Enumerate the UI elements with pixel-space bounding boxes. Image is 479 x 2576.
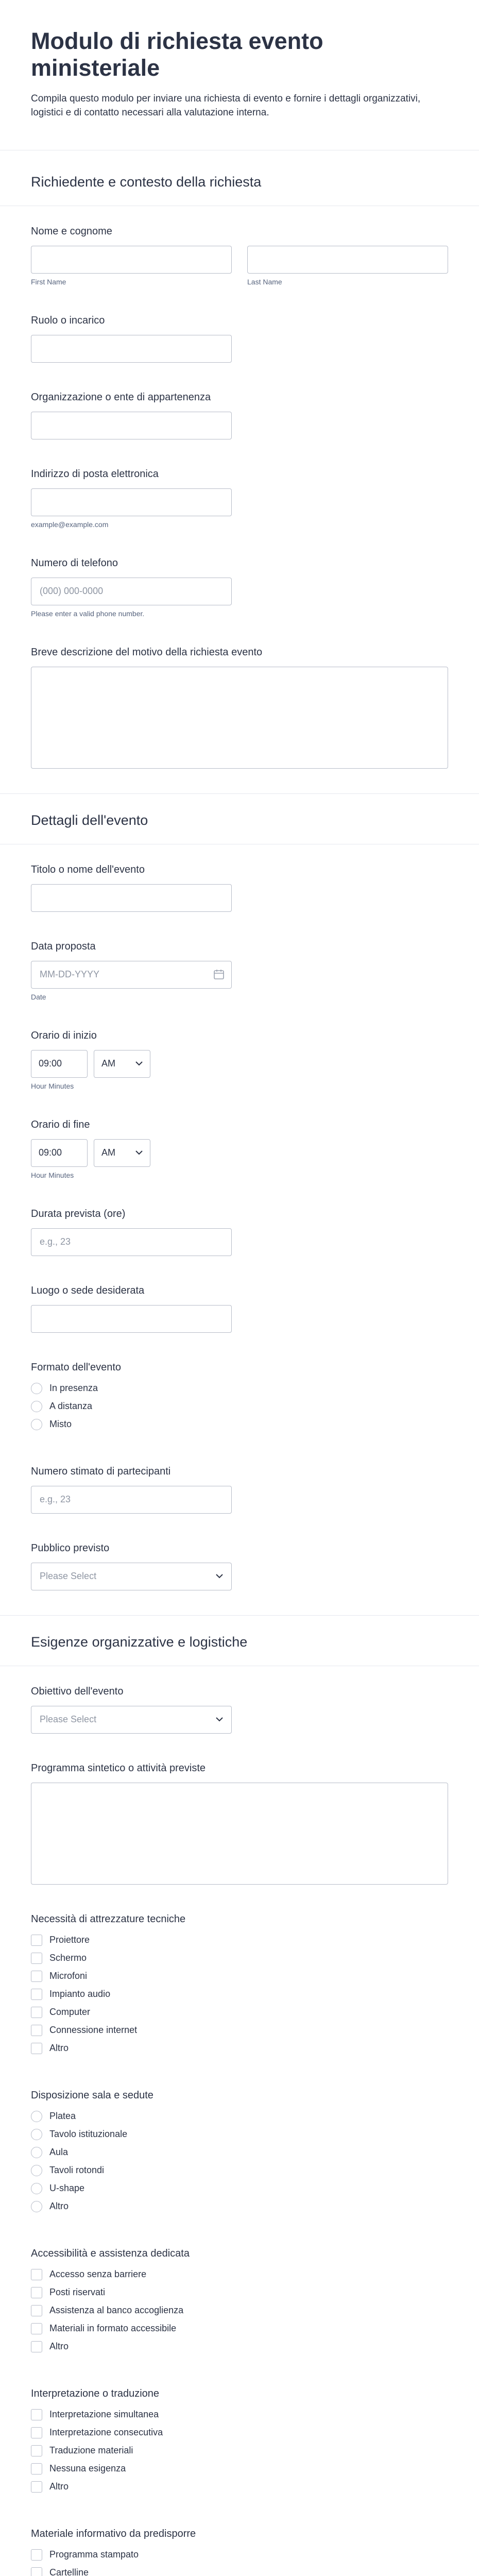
checkbox[interactable] bbox=[31, 2549, 42, 2561]
objective-select-value: Please Select bbox=[40, 1714, 97, 1725]
reason-label: Breve descrizione del motivo della richiesta evento bbox=[31, 646, 263, 658]
checkbox[interactable] bbox=[31, 2427, 42, 2438]
audience-select[interactable] bbox=[31, 1563, 232, 1590]
radio-button[interactable] bbox=[31, 2201, 42, 2212]
field-event-title bbox=[0, 844, 479, 921]
program-label: Programma sintetico o attività previste bbox=[31, 1762, 206, 1774]
end-ampm-select[interactable] bbox=[94, 1139, 150, 1167]
equipment-option[interactable] bbox=[31, 1935, 448, 1946]
checkbox[interactable] bbox=[31, 2341, 42, 2352]
seating-option[interactable] bbox=[31, 2111, 448, 2122]
seating-option[interactable] bbox=[31, 2129, 448, 2140]
field-format bbox=[0, 1342, 479, 1446]
interpretation-option-label: Interpretazione consecutiva bbox=[49, 2427, 163, 2438]
interpretation-option-label: Traduzione materiali bbox=[49, 2445, 133, 2456]
email-label: Indirizzo di posta elettronica bbox=[31, 468, 159, 480]
role-input[interactable] bbox=[31, 335, 232, 363]
event-title-label: Titolo o nome dell'evento bbox=[31, 863, 145, 875]
radio-button[interactable] bbox=[31, 2147, 42, 2158]
radio-button[interactable] bbox=[31, 2165, 42, 2176]
radio-button[interactable] bbox=[31, 1401, 42, 1412]
interpretation-option[interactable] bbox=[31, 2463, 448, 2475]
form-header bbox=[0, 0, 479, 150]
equipment-label: Necessità di attrezzature tecniche bbox=[31, 1913, 186, 1925]
chevron-down-icon bbox=[135, 1150, 143, 1155]
end-time-input[interactable]: 09:00 bbox=[31, 1139, 88, 1167]
field-seating bbox=[0, 2070, 479, 2228]
end-time-sublabel: Hour Minutes bbox=[31, 1171, 74, 1179]
calendar-icon[interactable] bbox=[213, 969, 225, 980]
checkbox[interactable] bbox=[31, 1935, 42, 1946]
materials-option-label: Programma stampato bbox=[49, 2549, 139, 2560]
equipment-option-label: Proiettore bbox=[49, 1935, 90, 1945]
field-start-time bbox=[0, 1010, 479, 1099]
checkbox[interactable] bbox=[31, 2445, 42, 2456]
checkbox[interactable] bbox=[31, 2567, 42, 2576]
last-name-sublabel: Last Name bbox=[247, 277, 282, 286]
end-time-label: Orario di fine bbox=[31, 1118, 90, 1130]
objective-select[interactable] bbox=[31, 1706, 232, 1734]
duration-label: Durata prevista (ore) bbox=[31, 1208, 126, 1219]
field-role bbox=[0, 295, 479, 372]
field-materials bbox=[0, 2509, 479, 2576]
start-time-input[interactable]: 09:00 bbox=[31, 1050, 88, 1078]
equipment-option[interactable] bbox=[31, 2007, 448, 2018]
materials-option-label: Cartelline bbox=[49, 2567, 89, 2576]
section-heading-logistics: Esigenze organizzative e logistiche bbox=[0, 1615, 479, 1666]
access-option-label: Materiali in formato accessibile bbox=[49, 2323, 177, 2334]
field-venue bbox=[0, 1265, 479, 1342]
chevron-down-icon bbox=[216, 1574, 223, 1579]
start-ampm-value: AM bbox=[101, 1058, 115, 1069]
radio-button[interactable] bbox=[31, 2111, 42, 2122]
checkbox[interactable] bbox=[31, 2043, 42, 2054]
venue-label: Luogo o sede desiderata bbox=[31, 1284, 145, 1296]
objective-label: Obiettivo dell'evento bbox=[31, 1685, 124, 1697]
phone-label: Numero di telefono bbox=[31, 557, 118, 569]
equipment-option[interactable] bbox=[31, 1953, 448, 1964]
date-sublabel: Date bbox=[31, 992, 46, 1001]
access-option[interactable] bbox=[31, 2287, 448, 2298]
seating-option[interactable] bbox=[31, 2165, 448, 2176]
format-label: Formato dell'evento bbox=[31, 1361, 122, 1373]
name-label: Nome e cognome bbox=[31, 225, 112, 237]
format-option-label: Misto bbox=[49, 1419, 72, 1430]
access-option-label: Accesso senza barriere bbox=[49, 2269, 147, 2280]
email-input[interactable] bbox=[31, 488, 232, 516]
form-title: Modulo di richiesta evento ministeriale bbox=[31, 28, 323, 81]
reason-textarea[interactable] bbox=[31, 667, 448, 769]
access-option[interactable] bbox=[31, 2323, 448, 2334]
interpretation-option[interactable] bbox=[31, 2481, 448, 2493]
equipment-option[interactable] bbox=[31, 2043, 448, 2054]
format-option-label: In presenza bbox=[49, 1383, 98, 1394]
field-end-time bbox=[0, 1099, 479, 1189]
access-option-label: Altro bbox=[49, 2341, 69, 2352]
audience-label: Pubblico previsto bbox=[31, 1542, 110, 1554]
materials-label: Materiale informativo da predisporre bbox=[31, 2528, 196, 2539]
checkbox[interactable] bbox=[31, 2305, 42, 2316]
interpretation-option[interactable] bbox=[31, 2445, 448, 2456]
access-label: Accessibilità e assistenza dedicata bbox=[31, 2247, 190, 2259]
radio-button[interactable] bbox=[31, 1419, 42, 1430]
radio-button[interactable] bbox=[31, 2129, 42, 2140]
interpretation-label: Interpretazione o traduzione bbox=[31, 2387, 160, 2399]
checkbox[interactable] bbox=[31, 2025, 42, 2036]
field-program bbox=[0, 1743, 479, 1894]
interpretation-option-label: Interpretazione simultanea bbox=[49, 2409, 159, 2420]
equipment-option-label: Schermo bbox=[49, 1953, 87, 1963]
start-ampm-select[interactable] bbox=[94, 1050, 150, 1078]
email-sublabel: example@example.com bbox=[31, 520, 109, 529]
equipment-option[interactable] bbox=[31, 1971, 448, 1982]
participants-label: Numero stimato di partecipanti bbox=[31, 1465, 171, 1477]
format-option[interactable] bbox=[31, 1401, 448, 1412]
last-name-input[interactable] bbox=[247, 246, 448, 274]
seating-option-label: Tavoli rotondi bbox=[49, 2165, 105, 2176]
materials-option[interactable] bbox=[31, 2567, 448, 2576]
chevron-down-icon bbox=[216, 1717, 223, 1722]
chevron-down-icon bbox=[135, 1061, 143, 1066]
checkbox[interactable] bbox=[31, 1989, 42, 2000]
end-ampm-value: AM bbox=[101, 1147, 115, 1158]
duration-input[interactable] bbox=[31, 1228, 232, 1256]
start-time-sublabel: Hour Minutes bbox=[31, 1081, 74, 1090]
field-access bbox=[0, 2228, 479, 2368]
equipment-option-label: Microfoni bbox=[49, 1971, 88, 1981]
checkbox[interactable] bbox=[31, 2481, 42, 2493]
interpretation-option[interactable] bbox=[31, 2427, 448, 2438]
seating-option-label: Aula bbox=[49, 2147, 69, 2158]
date-label: Data proposta bbox=[31, 940, 96, 952]
equipment-option[interactable] bbox=[31, 2025, 448, 2036]
checkbox[interactable] bbox=[31, 2287, 42, 2298]
interpretation-option-label: Nessuna esigenza bbox=[49, 2463, 126, 2474]
equipment-option-label: Computer bbox=[49, 2007, 91, 2018]
seating-option-label: U-shape bbox=[49, 2183, 85, 2194]
seating-option-label: Platea bbox=[49, 2111, 76, 2122]
checkbox[interactable] bbox=[31, 1953, 42, 1964]
section-heading-requester: Richiedente e contesto della richiesta bbox=[0, 150, 479, 206]
seating-option-label: Altro bbox=[49, 2201, 69, 2212]
seating-option[interactable] bbox=[31, 2147, 448, 2158]
phone-input[interactable] bbox=[31, 578, 232, 605]
field-participants bbox=[0, 1446, 479, 1523]
checkbox[interactable] bbox=[31, 2323, 42, 2334]
access-option[interactable] bbox=[31, 2269, 448, 2280]
format-option-label: A distanza bbox=[49, 1401, 93, 1412]
first-name-input[interactable] bbox=[31, 246, 232, 274]
seating-label: Disposizione sala e sedute bbox=[31, 2089, 153, 2101]
event-title-input[interactable] bbox=[31, 884, 232, 912]
participants-input[interactable] bbox=[31, 1486, 232, 1514]
checkbox[interactable] bbox=[31, 1971, 42, 1982]
org-label: Organizzazione o ente di appartenenza bbox=[31, 391, 211, 403]
materials-option[interactable] bbox=[31, 2549, 448, 2561]
field-email bbox=[0, 449, 479, 538]
checkbox[interactable] bbox=[31, 2007, 42, 2018]
field-phone bbox=[0, 538, 479, 627]
venue-input[interactable] bbox=[31, 1305, 232, 1333]
date-input[interactable] bbox=[31, 961, 232, 989]
field-objective bbox=[0, 1666, 479, 1743]
equipment-option-label: Impianto audio bbox=[49, 1989, 111, 1999]
org-input[interactable] bbox=[31, 412, 232, 439]
checkbox[interactable] bbox=[31, 2463, 42, 2475]
checkbox[interactable] bbox=[31, 2409, 42, 2420]
format-option[interactable] bbox=[31, 1419, 448, 1430]
field-duration bbox=[0, 1189, 479, 1265]
seating-option-label: Tavolo istituzionale bbox=[49, 2129, 128, 2140]
section-heading-event: Dettagli dell'evento bbox=[0, 793, 479, 844]
field-equipment bbox=[0, 1894, 479, 2070]
field-interpretation bbox=[0, 2368, 479, 2509]
interpretation-option-label: Altro bbox=[49, 2481, 69, 2492]
field-org bbox=[0, 372, 479, 449]
access-option[interactable] bbox=[31, 2341, 448, 2352]
checkbox[interactable] bbox=[31, 2269, 42, 2280]
first-name-sublabel: First Name bbox=[31, 277, 66, 286]
access-option-label: Posti riservati bbox=[49, 2287, 106, 2298]
access-option[interactable] bbox=[31, 2305, 448, 2316]
field-name bbox=[0, 206, 479, 295]
start-time-label: Orario di inizio bbox=[31, 1029, 97, 1041]
access-option-label: Assistenza al banco accoglienza bbox=[49, 2305, 184, 2316]
field-date bbox=[0, 921, 479, 1010]
phone-sublabel: Please enter a valid phone number. bbox=[31, 609, 145, 618]
audience-select-value: Please Select bbox=[40, 1571, 97, 1582]
radio-button[interactable] bbox=[31, 1383, 42, 1394]
seating-option[interactable] bbox=[31, 2183, 448, 2194]
equipment-option[interactable] bbox=[31, 1989, 448, 2000]
program-textarea[interactable] bbox=[31, 1783, 448, 1885]
equipment-option-label: Connessione internet bbox=[49, 2025, 138, 2036]
seating-option[interactable] bbox=[31, 2201, 448, 2212]
field-reason bbox=[0, 627, 479, 778]
field-audience bbox=[0, 1523, 479, 1600]
format-option[interactable] bbox=[31, 1383, 448, 1394]
radio-button[interactable] bbox=[31, 2183, 42, 2194]
interpretation-option[interactable] bbox=[31, 2409, 448, 2420]
role-label: Ruolo o incarico bbox=[31, 314, 105, 326]
equipment-option-label: Altro bbox=[49, 2043, 69, 2054]
form-subtitle: Compila questo modulo per inviare una richiesta di evento e fornire i dettagli organizzativi, logistici e di contatto necessari alla valutazione interna. bbox=[31, 93, 421, 118]
